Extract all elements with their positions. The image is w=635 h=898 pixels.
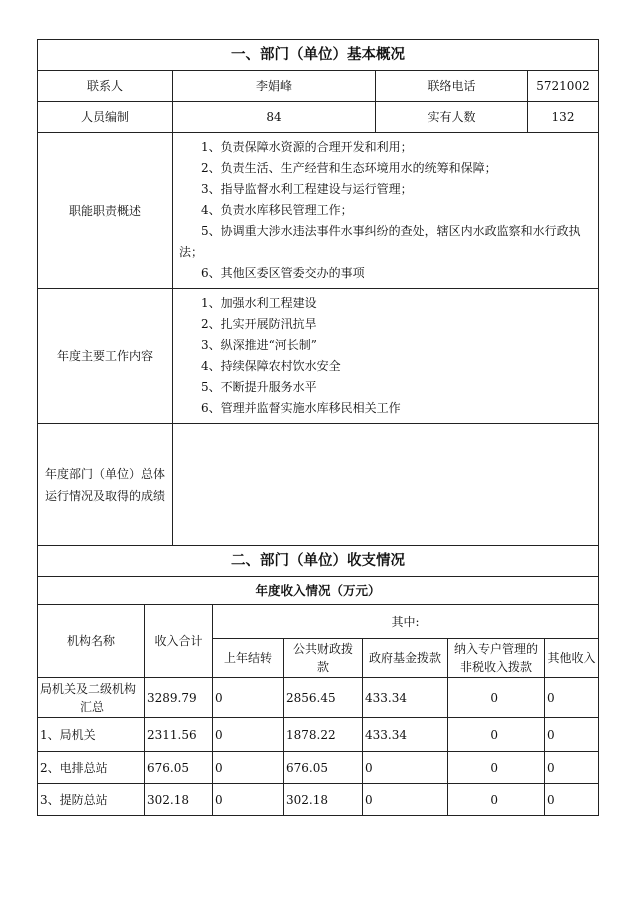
work-list <box>173 289 599 424</box>
row-total: 676.05 <box>145 752 213 784</box>
work-item: 6、管理并监督实施水库移民相关工作 <box>201 401 401 415</box>
results-label-line: 运行情况及取得的成绩 <box>44 488 165 503</box>
col-fiscal-line: 款 <box>316 660 329 674</box>
row-other: 0 <box>545 784 599 816</box>
row-name: 3、提防总站 <box>38 784 145 816</box>
row-carry: 0 <box>213 678 284 718</box>
duties-label: 职能职责概述 <box>38 133 173 289</box>
work-label: 年度主要工作内容 <box>38 289 173 424</box>
duty-item: 3、指导监督水利工程建设与运行管理； <box>201 182 413 196</box>
actual-value: 132 <box>528 102 599 133</box>
duties-list <box>173 133 599 289</box>
row-special: 0 <box>448 718 545 752</box>
row-fund: 433.34 <box>363 678 448 718</box>
work-item: 3、纵深推进“河长制” <box>201 338 317 352</box>
col-carry-header: 上年结转 <box>213 639 284 678</box>
row-other: 0 <box>545 718 599 752</box>
col-fiscal-header <box>284 639 363 678</box>
row-special: 0 <box>448 752 545 784</box>
phone-label: 联络电话 <box>376 71 528 102</box>
contact-value: 李娟峰 <box>173 71 376 102</box>
row-special: 0 <box>448 678 545 718</box>
row-other: 0 <box>545 752 599 784</box>
col-fund-header: 政府基金拨款 <box>363 639 448 678</box>
results-label-line: 年度部门（单位）总体 <box>44 466 165 481</box>
staff-label: 人员编制 <box>38 102 173 133</box>
income-table <box>37 576 599 816</box>
duty-item: 2、负责生活、生产经营和生态环境用水的统筹和保障； <box>201 161 497 175</box>
row-carry: 0 <box>213 784 284 816</box>
row-name: 1、局机关 <box>38 718 145 752</box>
row-name: 2、电排总站 <box>38 752 145 784</box>
col-org-header: 机构名称 <box>38 605 145 678</box>
staff-value: 84 <box>173 102 376 133</box>
table-row <box>38 784 599 816</box>
phone-value: 5721002 <box>528 71 599 102</box>
row-fiscal: 2856.45 <box>284 678 363 718</box>
col-among-header: 其中: <box>213 605 599 639</box>
col-total-header: 收入合计 <box>145 605 213 678</box>
contact-label: 联系人 <box>38 71 173 102</box>
row-other: 0 <box>545 678 599 718</box>
row-fiscal: 676.05 <box>284 752 363 784</box>
row-total: 302.18 <box>145 784 213 816</box>
work-item: 2、扎实开展防汛抗旱 <box>201 317 317 331</box>
row-name-line: 汇总 <box>79 699 104 714</box>
document <box>37 39 598 816</box>
duty-item: 6、其他区委区管委交办的事项 <box>201 266 365 280</box>
row-fiscal: 1878.22 <box>284 718 363 752</box>
row-total: 3289.79 <box>145 678 213 718</box>
row-carry: 0 <box>213 752 284 784</box>
table-row <box>38 752 599 784</box>
results-value <box>173 424 599 546</box>
duty-item: 4、负责水库移民管理工作； <box>201 203 353 217</box>
row-total: 2311.56 <box>145 718 213 752</box>
col-other-header: 其他收入 <box>545 639 599 678</box>
row-fund: 0 <box>363 784 448 816</box>
actual-label: 实有人数 <box>376 102 528 133</box>
table-row <box>38 678 599 718</box>
results-label <box>38 424 173 546</box>
duty-item: 法； <box>179 245 204 259</box>
table-row <box>38 718 599 752</box>
section2-title: 二、部门（单位）收支情况 <box>38 546 599 577</box>
duty-item: 5、协调重大涉水违法事件水事纠纷的查处，辖区内水政监察和水行政执 <box>201 224 581 238</box>
basic-info-table <box>37 39 599 577</box>
col-special-line: 纳入专户管理的 <box>453 642 538 656</box>
col-special-line: 非税收入拨款 <box>459 660 532 674</box>
work-item: 1、加强水利工程建设 <box>201 296 317 310</box>
row-fiscal: 302.18 <box>284 784 363 816</box>
row-carry: 0 <box>213 718 284 752</box>
row-fund: 433.34 <box>363 718 448 752</box>
work-item: 4、持续保障农村饮水安全 <box>201 359 341 373</box>
col-fiscal-line: 公共财政拨 <box>292 642 353 656</box>
income-title: 年度收入情况（万元） <box>38 577 599 605</box>
row-name-line: 局机关及二级机构 <box>40 681 137 696</box>
work-item: 5、不断提升服务水平 <box>201 380 317 394</box>
row-special: 0 <box>448 784 545 816</box>
row-fund: 0 <box>363 752 448 784</box>
row-name <box>38 678 145 718</box>
col-special-header <box>448 639 545 678</box>
section1-title: 一、部门（单位）基本概况 <box>38 40 599 71</box>
duty-item: 1、负责保障水资源的合理开发和利用； <box>201 140 413 154</box>
